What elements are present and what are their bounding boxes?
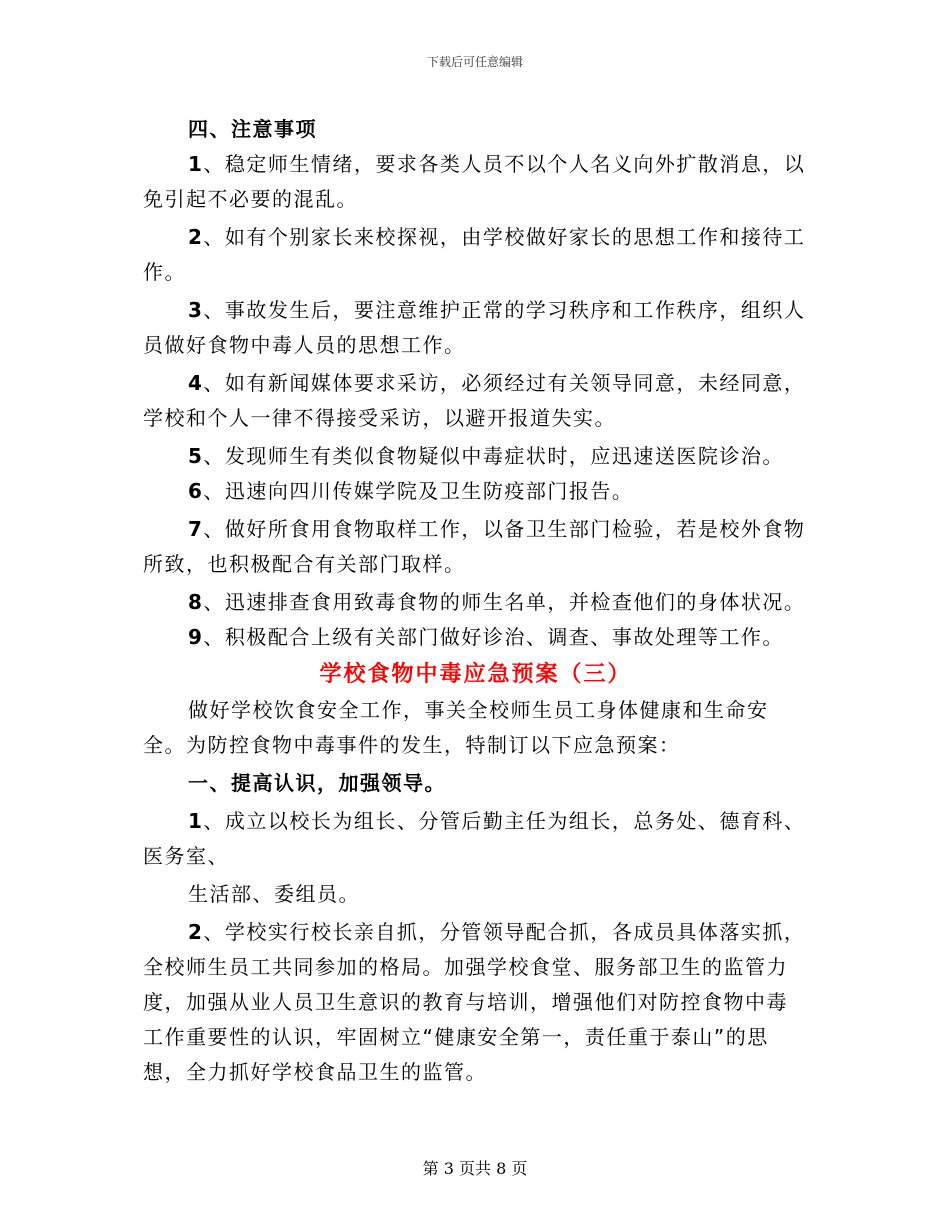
item-text: 、做好所食用食物取样工作，以备卫生部门检验，若是校外食物所致，也积极配合有关部门取样。 xyxy=(143,517,806,576)
item-number: 3 xyxy=(188,298,204,322)
item-number: 4 xyxy=(188,371,204,395)
item-number: 2 xyxy=(188,225,204,249)
leadership-item-1 xyxy=(143,804,808,874)
precaution-item-3 xyxy=(143,293,808,363)
precaution-item-9 xyxy=(143,620,808,655)
item-text: 、事故发生后，要注意维护正常的学习秩序和工作秩序，组织人员做好食物中毒人员的思想工作。 xyxy=(143,298,806,357)
item-number: 8 xyxy=(188,590,204,614)
item-text: 、如有个别家长来校探视，由学校做好家长的思想工作和接待工作。 xyxy=(143,225,806,284)
item-number: 1 xyxy=(188,809,204,833)
precaution-item-1 xyxy=(143,147,808,217)
leadership-item-1-continued: 生活部、委组员。 xyxy=(188,882,360,906)
precaution-item-4 xyxy=(143,366,808,436)
precaution-item-2 xyxy=(143,220,808,290)
page-header-note: 下载后可任意编辑 xyxy=(426,55,523,69)
leadership-item-2 xyxy=(143,915,808,1090)
item-text: 、如有新闻媒体要求采访，必须经过有关领导同意，未经同意，学校和个人一律不得接受采访，以避开报道失实。 xyxy=(143,371,806,430)
precaution-item-5 xyxy=(143,439,808,474)
precaution-item-6 xyxy=(143,474,808,509)
item-number: 5 xyxy=(188,444,204,468)
item-number: 2 xyxy=(188,920,204,944)
item-text: 、迅速排查食用致毒食物的师生名单，并检查他们的身体状况。 xyxy=(203,590,806,614)
section-heading-precautions: 四、注意事项 xyxy=(188,117,317,141)
item-number: 6 xyxy=(188,479,204,503)
item-text: 、迅速向四川传媒学院及卫生防疫部门报告。 xyxy=(203,479,634,503)
plan-intro: 做好学校饮食安全工作，事关全校师生员工身体健康和生命安全。为防控食物中毒事件的发生，特制订以下应急预案： xyxy=(143,698,769,757)
item-text: 、学校实行校长亲自抓，分管领导配合抓，各成员具体落实抓，全校师生员工共同参加的格局。加强学校食堂、服务部卫生的监管力度，加强从业人员卫生意识的教育与培训，增强他们对防控食物中毒工作重要性的认识，牢固树立“健康安全第一，责任重于泰山”的思想，全力抓好学校食品卫生的监管。 xyxy=(143,920,806,1084)
document-body xyxy=(143,112,808,1090)
item-text: 、发现师生有类似食物疑似中毒症状时，应迅速送医院诊治。 xyxy=(203,444,784,468)
precaution-item-8 xyxy=(143,585,808,620)
plan-title: 学校食物中毒应急预案（三） xyxy=(319,662,632,687)
item-number: 7 xyxy=(188,517,204,541)
item-number: 9 xyxy=(188,625,204,649)
page-number: 第 3 页共 8 页 xyxy=(422,1159,528,1178)
item-text: 、积极配合上级有关部门做好诊治、调查、事故处理等工作。 xyxy=(203,625,784,649)
precaution-item-7 xyxy=(143,512,808,582)
item-text: 、稳定师生情绪，要求各类人员不以个人名义向外扩散消息，以免引起不必要的混乱。 xyxy=(143,152,806,211)
section-heading-leadership: 一、提高认识，加强领导。 xyxy=(188,771,446,795)
item-text: 、成立以校长为组长、分管后勤主任为组长，总务处、德育科、医务室、 xyxy=(143,809,806,868)
item-number: 1 xyxy=(188,152,204,176)
